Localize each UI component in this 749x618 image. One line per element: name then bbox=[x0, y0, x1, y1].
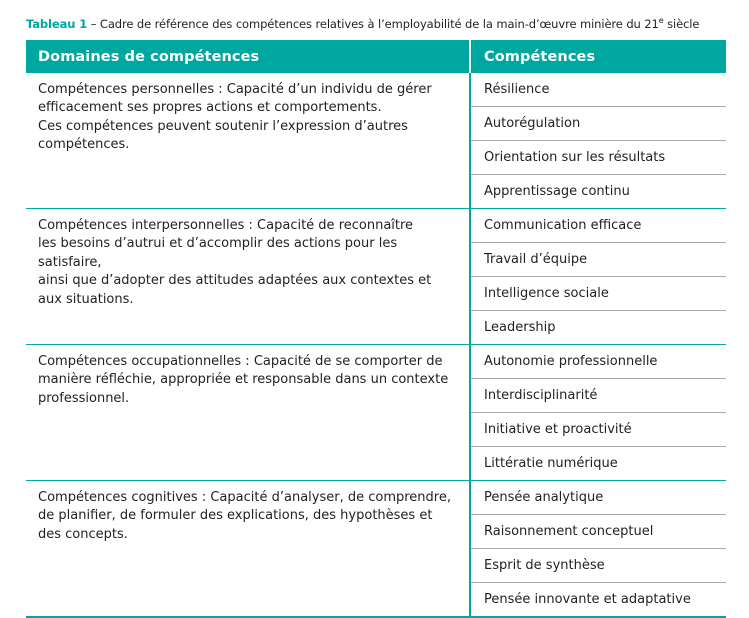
competence-cell: Résilience bbox=[470, 73, 726, 107]
domain-line: des concepts. bbox=[38, 526, 128, 542]
domain-line: les besoins d’autrui et d’accomplir des actions pour les satisfaire, bbox=[38, 236, 398, 270]
domain-cell-occupationnelles bbox=[26, 344, 470, 480]
domain-line: manière réfléchie, appropriée et responsable dans un contexte bbox=[38, 372, 449, 388]
column-header-competences: Compétences bbox=[470, 41, 726, 73]
domain-line: de planifier, de formuler des explications, des hypothèses et bbox=[38, 508, 433, 524]
domain-line: compétences. bbox=[38, 137, 130, 153]
competence-cell: Orientation sur les résultats bbox=[470, 140, 726, 174]
competence-cell: Leadership bbox=[470, 310, 726, 344]
competence-cell: Interdisciplinarité bbox=[470, 378, 726, 412]
table-header-row bbox=[26, 41, 726, 73]
domain-line: Compétences occupationnelles : Capacité de se comporter de bbox=[38, 353, 443, 369]
domain-line: aux situations. bbox=[38, 291, 134, 307]
table-caption bbox=[26, 14, 727, 31]
caption-text: Cadre de référence des compétences relatives à l’employabilité de la main-d’œuvre minière du 21 bbox=[99, 16, 659, 31]
competence-cell: Littératie numérique bbox=[470, 446, 726, 480]
domain-line: Ces compétences peuvent soutenir l’expression d’autres bbox=[38, 118, 408, 134]
domain-line: ainsi que d’adopter des attitudes adaptées aux contextes et bbox=[38, 273, 432, 289]
competence-cell: Pensée innovante et adaptative bbox=[484, 591, 691, 607]
domain-line: efficacement ses propres actions et comportements. bbox=[38, 100, 382, 116]
table-row bbox=[26, 344, 726, 378]
competence-cell: Travail d’équipe bbox=[470, 242, 726, 276]
competency-framework-table bbox=[26, 40, 726, 618]
competence-cell: Apprentissage continu bbox=[470, 174, 726, 208]
domain-cell-interpersonnelles bbox=[26, 208, 470, 344]
domain-line: professionnel. bbox=[38, 390, 130, 406]
column-header-domains: Domaines de compétences bbox=[26, 41, 470, 73]
caption-ordinal-suffix: e bbox=[658, 16, 664, 25]
competence-cell: Esprit de synthèse bbox=[470, 548, 726, 582]
table-number-label: Tableau 1 bbox=[26, 16, 88, 31]
competence-cell: Communication efficace bbox=[470, 208, 726, 242]
domain-cell-cognitives bbox=[26, 480, 470, 617]
competence-cell: Initiative et proactivité bbox=[470, 412, 726, 446]
caption-dash: – bbox=[87, 16, 100, 31]
competence-cell: Pensée analytique bbox=[470, 480, 726, 514]
domain-line: Compétences cognitives : Capacité d’analyser, de comprendre, bbox=[38, 489, 451, 505]
competence-cell: Autorégulation bbox=[470, 106, 726, 140]
domain-line: Compétences personnelles : Capacité d’un individu de gérer bbox=[38, 81, 432, 97]
table-header bbox=[26, 41, 726, 73]
table-row bbox=[26, 208, 726, 242]
table-body bbox=[26, 73, 726, 617]
competence-cell: Intelligence sociale bbox=[470, 276, 726, 310]
domain-cell-personnelles bbox=[26, 73, 470, 209]
table-row bbox=[26, 480, 726, 514]
competence-cell: Autonomie professionnelle bbox=[470, 344, 726, 378]
competence-cell: Raisonnement conceptuel bbox=[470, 514, 726, 548]
table-row bbox=[26, 73, 726, 107]
caption-text-end: siècle bbox=[663, 16, 700, 31]
domain-line: Compétences interpersonnelles : Capacité de reconnaître bbox=[38, 217, 414, 233]
